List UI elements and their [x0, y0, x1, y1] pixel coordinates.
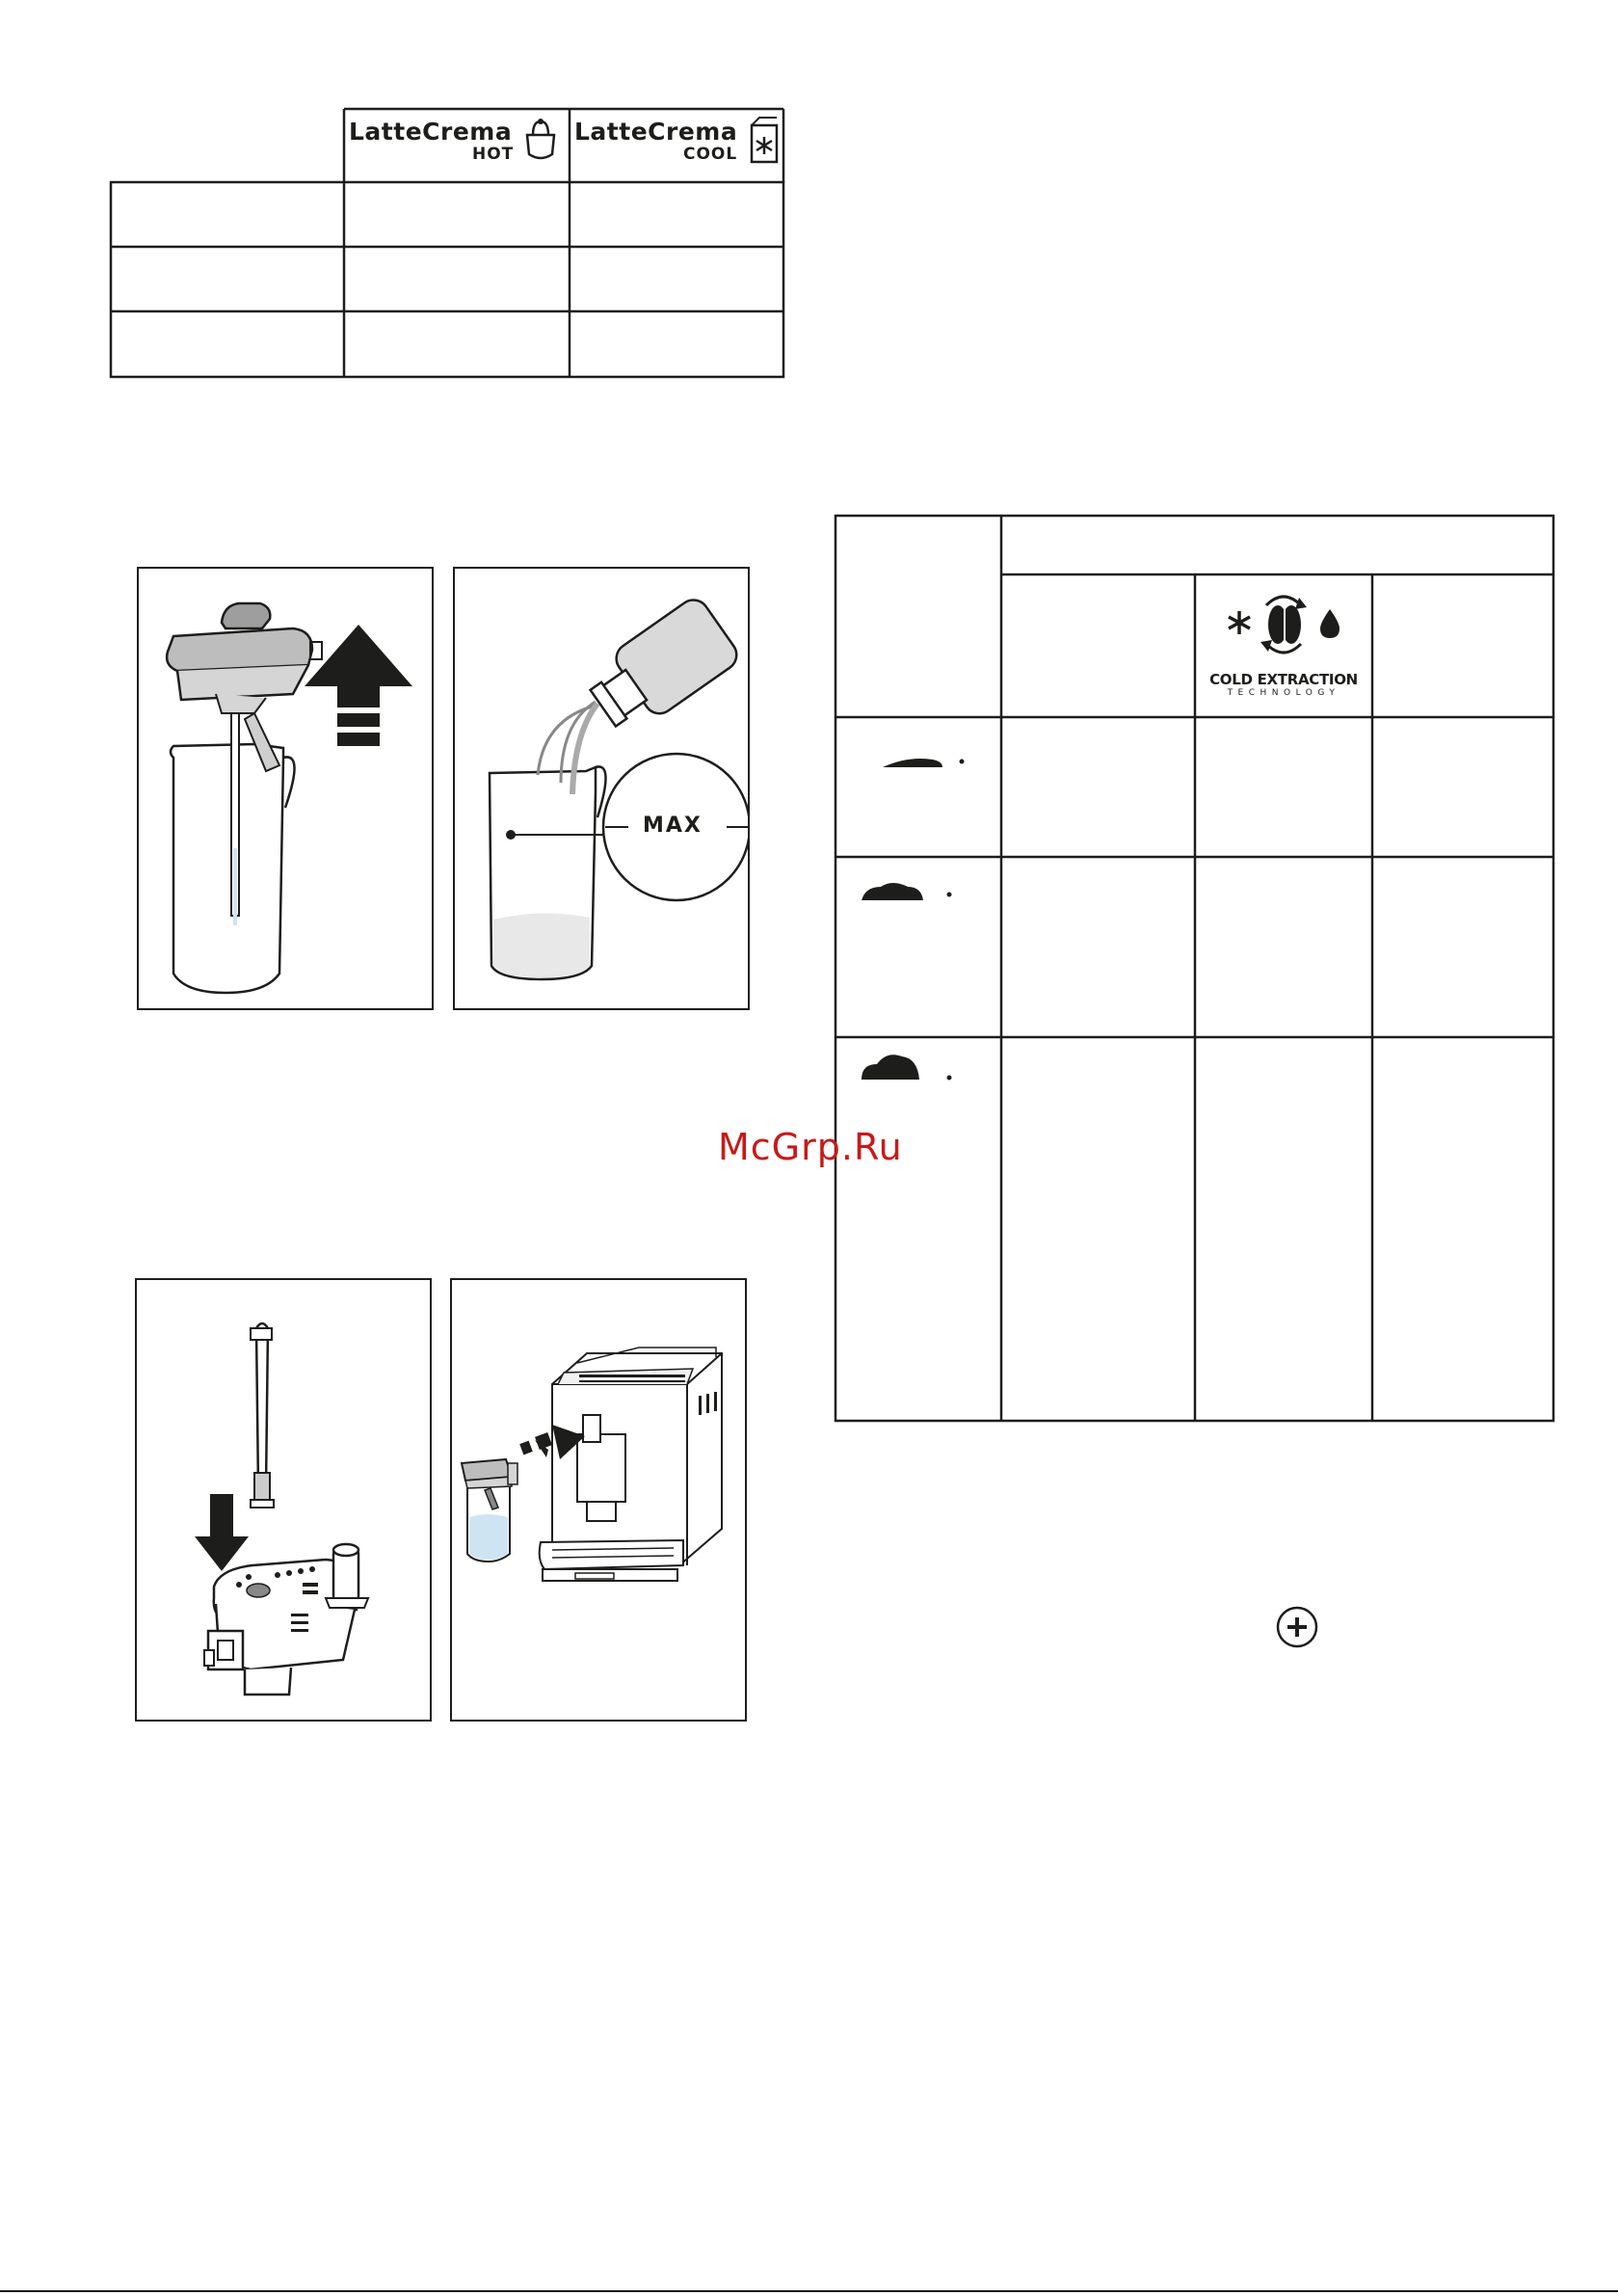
bottom-rule [0, 2290, 1618, 2292]
lattecrema-cool-brand: LatteCrema [574, 118, 738, 146]
snowflake-icon [1229, 611, 1250, 634]
cold-extraction-title: COLD EXTRACTION [1209, 671, 1358, 688]
lattecrema-hot-brand: LatteCrema [349, 118, 513, 146]
low-froth-icon [879, 756, 975, 775]
lattecrema-cool-variant: COOL [683, 145, 738, 164]
plus-circle-icon [1275, 1605, 1319, 1649]
lattecrema-hot-variant: HOT [472, 145, 515, 164]
medium-froth-icon [858, 877, 973, 916]
water-drop-icon [1320, 609, 1339, 638]
tube-insert-arrow-icon [195, 1494, 249, 1571]
coffee-bean-icon [1260, 597, 1307, 653]
high-froth-icon [858, 1049, 973, 1087]
watermark: McGrp.Ru [718, 1126, 903, 1168]
cold-extraction-subtitle: TECHNOLOGY [1227, 688, 1340, 698]
cold-extraction-logo [1199, 578, 1368, 713]
max-label: MAX [643, 814, 703, 838]
